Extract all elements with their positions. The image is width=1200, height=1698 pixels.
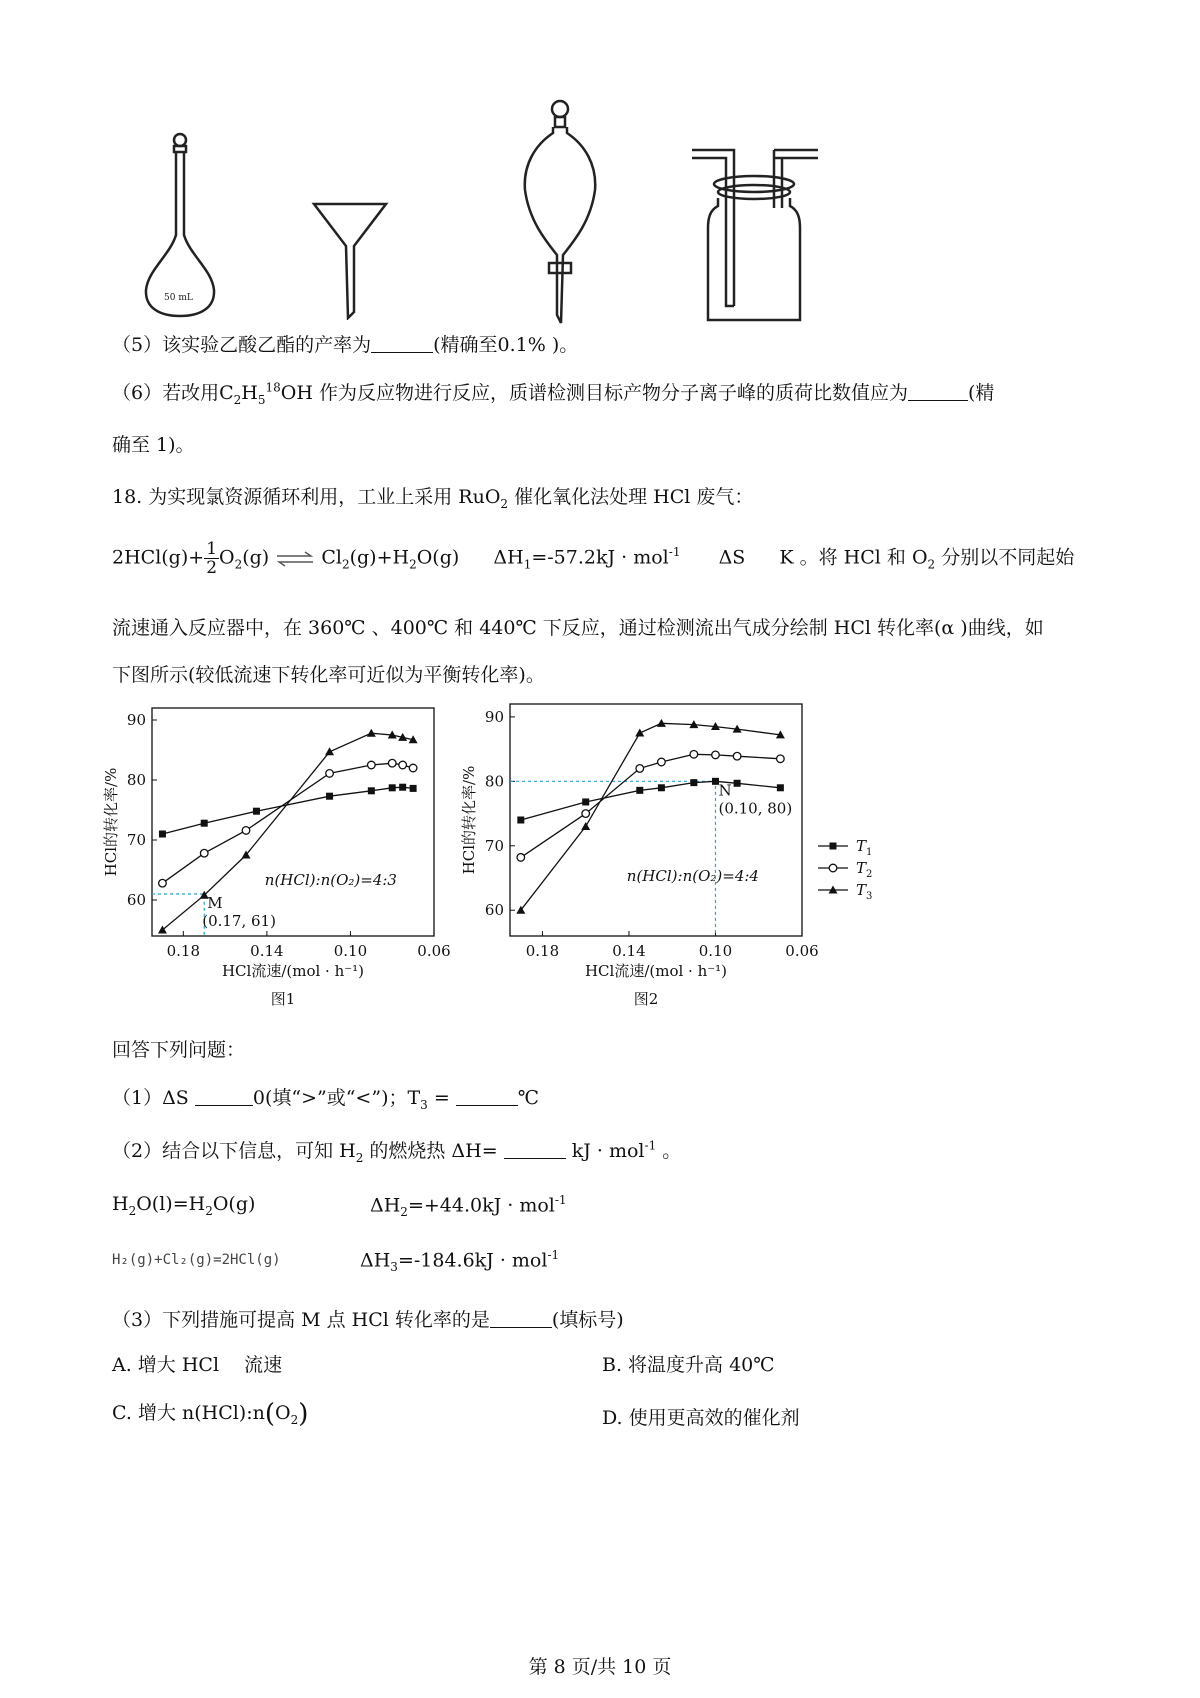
eq-text: K 。将 HCl 和 O (779, 546, 928, 569)
data-point (636, 787, 643, 794)
x-tick-label: 0.14 (250, 942, 284, 960)
point-label: M (207, 894, 223, 912)
eq-text: ΔS (718, 546, 746, 569)
q17-p6-blank[interactable] (908, 382, 968, 401)
flask-label: 50 mL (164, 293, 193, 303)
frac-den: 2 (206, 558, 218, 578)
lab-apparatus-row (130, 90, 830, 325)
q17-p5-text: （5）该实验乙酸乙酯的产率为 (112, 334, 372, 356)
reference-guides (152, 894, 204, 936)
option-b[interactable]: B. 将温度升高 40℃ (602, 1354, 775, 1376)
data-point (159, 831, 166, 838)
plot-frame (152, 708, 434, 936)
eq-text: O(l)=H (136, 1193, 206, 1215)
series-line (162, 733, 413, 930)
eq-text: =-184.6kJ · mol (397, 1249, 548, 1272)
series-line (162, 763, 413, 883)
data-point (368, 787, 375, 794)
eq-sub: 2 (234, 557, 243, 572)
data-point (636, 765, 644, 773)
data-point (777, 784, 784, 791)
data-point (582, 798, 589, 805)
x-axis-label: HCl流速/(mol · h⁻¹) (221, 962, 365, 980)
h2o-equation (112, 1193, 255, 1218)
data-point (733, 752, 741, 760)
h2-cl2-equation: H₂(g)+Cl₂(g)=2HCl(g) (112, 1252, 281, 1268)
q18-sub1 (112, 1083, 539, 1112)
q17-part6 (112, 378, 994, 407)
data-point (325, 747, 334, 755)
eq-sub: 2 (341, 557, 350, 572)
data-point (159, 879, 167, 887)
eq-text: (g) (242, 546, 270, 569)
option-c-sub: 2 (290, 1412, 299, 1427)
y-tick-label: 80 (126, 771, 146, 789)
data-point (326, 793, 333, 800)
option-c-text: C. 增大 n(HCl):n (112, 1402, 265, 1424)
point-label: N (718, 781, 732, 800)
eq-text: ΔH (360, 1249, 391, 1272)
y-tick-label: 70 (126, 831, 146, 849)
legend-subscript: 1 (866, 847, 873, 858)
figure-caption: 图1 (270, 990, 296, 1008)
q18-s3-text: （3）下列措施可提高 M 点 HCl 转化率的是 (112, 1309, 490, 1331)
x-tick-label: 0.06 (417, 942, 451, 960)
data-point (326, 770, 334, 778)
reference-guides (510, 781, 715, 936)
eq-text: 2HCl(g)+ (112, 546, 205, 569)
data-point (582, 810, 590, 818)
x-tick-label: 0.10 (698, 942, 733, 960)
data-point (517, 854, 525, 862)
eq-sup: -1 (547, 1248, 560, 1262)
eq-sub: 2 (400, 1205, 408, 1220)
funnel-icon (310, 200, 390, 320)
data-point (242, 827, 250, 835)
option-c[interactable]: C. 增大 $n(HCl):n(O_2)$ (112, 1399, 309, 1429)
data-point (517, 817, 524, 824)
data-point (581, 822, 590, 830)
q18-intro-text: 催化氧化法处理 HCl 废气： (508, 486, 754, 508)
q18-s2-blank[interactable] (504, 1140, 566, 1159)
eq-text: Cl (321, 546, 342, 569)
q18-s2-text: 的燃烧热 ΔH= (363, 1140, 504, 1162)
eq-sub: 1 (523, 557, 532, 572)
gas-washing-bottle-icon (690, 138, 820, 323)
dh3-value (360, 1248, 559, 1274)
eq-text: ΔH (493, 546, 524, 569)
eq-sub: 2 (128, 1203, 137, 1218)
q18-s1-blank1[interactable] (195, 1087, 253, 1106)
x-tick-label: 0.06 (785, 942, 819, 960)
point-coords: (0.17, 61) (202, 912, 276, 930)
eq-text: H (112, 1193, 129, 1215)
x-tick-label: 0.14 (612, 942, 646, 960)
q17-p6-sup: 18 (265, 380, 281, 395)
eq-sub: 2 (205, 1203, 213, 1218)
data-point (635, 729, 644, 737)
ratio-annotation: n(HCl):n(O₂)=4:4 (626, 867, 759, 886)
eq-text: O (219, 546, 235, 569)
data-point (690, 779, 697, 786)
data-point (368, 761, 376, 769)
q17-p5-text-after: (精确至0.1% )。 (433, 334, 579, 356)
q17-p6-sub: 2 (233, 392, 242, 407)
q18-intro-text: 18. 为实现氯资源循环利用，工业上采用 RuO (112, 486, 501, 508)
eq-sub: 3 (390, 1260, 398, 1275)
q18-s1-sub: 3 (420, 1097, 428, 1112)
x-axis-label: HCl流速/(mol · h⁻¹) (584, 962, 728, 980)
q17-part5 (112, 330, 578, 357)
q18-equation (112, 540, 1074, 577)
data-point (734, 780, 741, 787)
q18-s1-text: ℃ (517, 1087, 540, 1109)
eq-text: 分别以不同起始 (935, 546, 1075, 569)
answer-prompt: 回答下列问题： (112, 1039, 246, 1061)
q18-fig-text: 下图所示(较低流速下转化率可近似为平衡转化率)。 (112, 664, 545, 686)
figure-caption: 图2 (633, 990, 659, 1008)
data-point (201, 820, 208, 827)
q18-sub2 (112, 1136, 681, 1165)
ratio-annotation: n(HCl):n(O₂)=4:3 (264, 871, 397, 889)
data-point (200, 849, 208, 857)
legend-subscript: 3 (866, 891, 873, 902)
q18-s3-blank[interactable] (490, 1309, 552, 1328)
q18-s2-text: kJ · mol (565, 1140, 645, 1162)
eq-text: O(g) (212, 1193, 256, 1215)
eq-text: =-57.2kJ · mol (531, 546, 669, 569)
series-2 (159, 759, 417, 887)
y-tick-label: 90 (126, 711, 146, 729)
q17-p6-text: H (241, 382, 258, 404)
data-point (712, 778, 719, 785)
q18-intro-sub: 2 (500, 496, 509, 511)
option-d[interactable]: D. 使用更高效的催化剂 (602, 1407, 800, 1429)
chart-legend (818, 837, 872, 902)
y-tick-label: 70 (484, 836, 504, 855)
eq-text: (g)+H (349, 546, 410, 569)
plot-frame (510, 704, 802, 936)
legend-label: T (856, 837, 867, 855)
eq-sup: -1 (554, 1193, 567, 1207)
q17-p5-blank[interactable] (371, 334, 433, 353)
q18-s1-blank2[interactable] (456, 1087, 518, 1106)
hcl-conversion-charts (100, 700, 980, 1020)
data-point (658, 784, 665, 791)
q18-s2-sup: -1 (644, 1138, 657, 1153)
data-point (389, 784, 396, 791)
point-coords: (0.10, 80) (718, 799, 793, 818)
legend-marker (830, 843, 837, 850)
eq-text: O(g) (416, 546, 460, 569)
data-point (410, 785, 417, 792)
q18-s3-text: (填标号) (551, 1309, 624, 1331)
data-point (712, 751, 720, 759)
data-point (388, 759, 396, 767)
frac-num: 1 (206, 539, 218, 559)
series-line (162, 787, 413, 834)
data-point (658, 758, 666, 766)
data-point (399, 761, 407, 769)
q17-p6-text: OH 作为反应物进行反应，质谱检测目标产物分子离子峰的质荷比数值应为 (280, 382, 908, 404)
x-tick-label: 0.10 (333, 942, 368, 960)
q18-s1-text: （1）ΔS (112, 1087, 195, 1109)
data-point (777, 755, 785, 763)
eq-text: ΔH (370, 1194, 401, 1217)
q18-flow-text: 流速通入反应器中，在 360℃ 、400℃ 和 440℃ 下反应，通过检测流出气成分绘制 HCl 转化率(α )曲线，如 (112, 617, 1044, 639)
q18-s1-text: = (427, 1087, 456, 1109)
option-a[interactable]: A. 增大 HCl 流速 (112, 1354, 283, 1376)
q18-s2-text: 。 (656, 1140, 682, 1162)
q18-s2-text: （2）结合以下信息，可知 H (112, 1140, 356, 1162)
y-tick-label: 80 (484, 772, 504, 791)
x-tick-label: 0.18 (525, 942, 560, 960)
y-axis-label: HCl的转化率/% (102, 767, 120, 877)
y-tick-label: 90 (484, 707, 504, 726)
q17-p6-sub: 5 (257, 392, 266, 407)
q18-intro (112, 482, 753, 511)
q17-p6-text: （6）若改用C (112, 382, 234, 404)
q18-sub3 (112, 1305, 624, 1332)
y-axis-label: HCl的转化率/% (460, 765, 478, 875)
legend-label: T (856, 859, 867, 877)
chart-1 (102, 708, 451, 1008)
fraction-one-half (204, 540, 219, 577)
q18-s1-text: 0(填“>”或“<”)；T (252, 1087, 421, 1109)
legend-marker (829, 864, 837, 872)
eq-sub: 2 (927, 557, 936, 572)
eq-sup: -1 (668, 545, 681, 560)
q18-s2-sub: 2 (355, 1150, 364, 1165)
legend-label: T (856, 881, 867, 899)
chart-2 (460, 704, 819, 1008)
series-3 (158, 729, 418, 934)
series-1 (159, 784, 417, 838)
separatory-funnel-icon (515, 95, 605, 325)
data-point (690, 750, 698, 758)
volumetric-flask-icon (140, 130, 220, 320)
x-tick-label: 0.18 (166, 942, 201, 960)
reversible-arrow-icon (275, 551, 315, 567)
eq-text: =+44.0kJ · mol (407, 1194, 555, 1217)
dh2-value (370, 1193, 567, 1219)
page-footer: 第 8 页/共 10 页 (528, 1656, 672, 1678)
option-c-text: O (275, 1402, 291, 1424)
eq-sub: 2 (409, 557, 417, 572)
q17-p6-text-after: (精 (967, 382, 995, 404)
q17-part6-line2: 确至 1)。 (112, 434, 195, 456)
y-tick-label: 60 (126, 891, 146, 909)
data-point (367, 729, 376, 737)
data-point (409, 764, 417, 772)
y-tick-label: 60 (484, 901, 504, 920)
legend-subscript: 2 (866, 869, 873, 880)
data-point (399, 784, 406, 791)
data-point (253, 808, 260, 815)
